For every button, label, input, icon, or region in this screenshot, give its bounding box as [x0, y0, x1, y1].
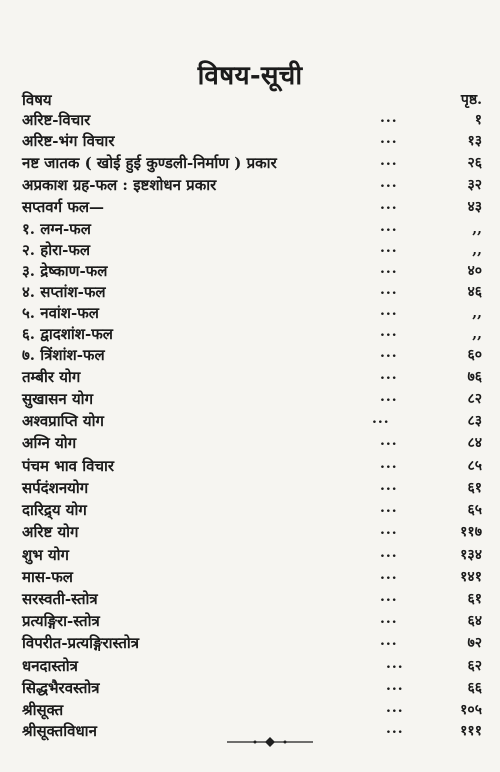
toc-entry-page: ६४ — [467, 613, 482, 629]
toc-entry-dots: ... — [380, 261, 398, 277]
toc-entry — [0, 479, 500, 501]
toc-entry-page: ४० — [467, 263, 482, 279]
toc-entry — [0, 111, 500, 133]
toc-entry-label: अश्वप्राप्ति योग — [22, 412, 104, 430]
toc-entry-dots: ... — [380, 345, 398, 361]
toc-entry-dots: ... — [380, 478, 398, 494]
toc-entry-page: ६६ — [467, 680, 482, 696]
toc-entry — [0, 434, 500, 456]
page-title: विषय-सूची — [197, 61, 303, 91]
toc-entry-dots: ... — [380, 324, 398, 340]
toc-entry-page: ,, — [472, 221, 482, 237]
toc-entry-label: सप्तवर्ग फल— — [22, 198, 105, 216]
toc-entry-page: ११७ — [460, 524, 482, 540]
toc-entry-dots: ... — [386, 678, 404, 694]
toc-entry-label: शुभ योग — [22, 546, 69, 564]
toc-entry-dots: ... — [380, 153, 398, 169]
toc-entry-dots: ... — [380, 456, 398, 472]
toc-entry-dots: ... — [380, 303, 398, 319]
toc-entry-page: १ — [474, 112, 482, 128]
toc-entry-dots: ... — [380, 500, 398, 516]
toc-header-page: पृष्ठ. — [460, 92, 482, 108]
toc-entry-dots: ... — [380, 589, 398, 605]
toc-entry-dots: ... — [380, 240, 398, 256]
toc-entry-label: अप्रकाश ग्रह-फल : इष्टशोधन प्रकार — [22, 176, 217, 194]
toc-entry — [0, 390, 500, 412]
toc-entry-label: पंचम भाव विचार — [22, 457, 114, 475]
toc-entry-page: २६ — [467, 155, 482, 171]
toc-entry-label: ५. नवांश-फल — [22, 304, 99, 322]
toc-entry — [0, 568, 500, 590]
toc-entry-dots: ... — [386, 656, 404, 672]
toc-entry-label: १. लग्न-फल — [22, 220, 91, 238]
toc-entry-dots: ... — [380, 282, 398, 298]
toc-entry-page: ३२ — [467, 177, 482, 193]
ornament-divider-icon — [225, 735, 315, 749]
toc-entry-page: १३४ — [460, 547, 482, 563]
toc-entry — [0, 657, 500, 679]
toc-entry-dots: ... — [380, 633, 398, 649]
toc-entry-dots: ... — [380, 522, 398, 538]
toc-entry-label: अग्नि योग — [22, 434, 77, 452]
toc-entry-page: ,, — [472, 242, 482, 258]
toc-header-subject: विषय — [22, 91, 52, 109]
toc-entry — [0, 241, 500, 263]
toc-entry-label: सरस्वती-स्तोत्र — [22, 590, 98, 608]
toc-entry-label: ३. द्रेष्काण-फल — [22, 262, 108, 280]
toc-entry-page: ८४ — [467, 435, 482, 451]
toc-entry — [0, 154, 500, 176]
toc-entry-dots: ... — [380, 131, 398, 147]
toc-entry-label: अरिष्ट योग — [22, 523, 79, 541]
toc-entry-dots: ... — [380, 175, 398, 191]
toc-entry-label: विपरीत-प्रत्यङ्गिरास्तोत्र — [22, 634, 140, 652]
toc-entry — [0, 368, 500, 390]
toc-entry — [0, 523, 500, 545]
toc-entry — [0, 346, 500, 368]
toc-entry — [0, 325, 500, 347]
toc-entry — [0, 612, 500, 634]
toc-entry-dots: ... — [380, 389, 398, 405]
toc-entry — [0, 304, 500, 326]
toc-entry-dots: ... — [386, 700, 404, 716]
toc-entry-page: ८२ — [467, 391, 482, 407]
toc-entry-label: मास-फल — [22, 568, 73, 586]
toc-entry — [0, 590, 500, 612]
toc-entry — [0, 412, 500, 434]
toc-entry — [0, 198, 500, 220]
toc-entry — [0, 283, 500, 305]
toc-entry-page: ७६ — [467, 369, 482, 385]
toc-entry-dots: ... — [380, 433, 398, 449]
toc-entry-label: अरिष्ट-विचार — [22, 111, 91, 129]
toc-entry — [0, 634, 500, 656]
toc-entry-page: १४१ — [460, 569, 482, 585]
toc-entry — [0, 132, 500, 154]
toc-entry-page: ६१ — [467, 591, 482, 607]
toc-entry-dots: ... — [380, 219, 398, 235]
toc-entry-page: ४३ — [467, 199, 482, 215]
toc-entry-page: १०५ — [460, 702, 482, 718]
toc-entry-label: तम्बीर योग — [22, 368, 81, 386]
toc-entry-label: सिद्धभैरवस्तोत्र — [22, 679, 100, 697]
toc-entry-label: २. होरा-फल — [22, 241, 91, 259]
toc-entry-dots: ... — [380, 110, 398, 126]
toc-entry-page: ७२ — [467, 635, 482, 651]
toc-entry-label: दारिद्र्य योग — [22, 501, 87, 519]
toc-entry-page: ६५ — [467, 502, 482, 518]
toc-entry-dots: ... — [380, 567, 398, 583]
toc-entry-label: सर्पदंशनयोग — [22, 479, 89, 497]
toc-entry-label: नष्ट जातक ( खोई हुई कुण्डली-निर्माण ) प्रकार — [22, 154, 277, 172]
toc-entry-dots: ... — [380, 611, 398, 627]
toc-entry — [0, 701, 500, 723]
toc-entry-page: ,, — [472, 326, 482, 342]
toc-entry-label: ६. द्वादशांश-फल — [22, 325, 113, 343]
toc-entry-dots: ... — [372, 411, 390, 427]
toc-entry-label: अरिष्ट-भंग विचार — [22, 132, 115, 150]
toc-entry — [0, 176, 500, 198]
toc-entry-label: ४. सप्तांश-फल — [22, 283, 106, 301]
toc-entry-page: ६१ — [467, 480, 482, 496]
toc-entry — [0, 501, 500, 523]
toc-entry-page: ८३ — [467, 413, 482, 429]
toc-header-row — [0, 91, 500, 113]
toc-entry-page: ६२ — [467, 658, 482, 674]
toc-entry — [0, 262, 500, 284]
toc-entry-dots: ... — [380, 367, 398, 383]
toc-entry — [0, 457, 500, 479]
toc-entry — [0, 546, 500, 568]
toc-entry-label: धनदास्तोत्र — [22, 657, 78, 675]
toc-entry-dots: ... — [386, 721, 404, 737]
toc-entry-page: ४६ — [467, 284, 482, 300]
toc-entry-label: ७. त्रिंशांश-फल — [22, 346, 105, 364]
toc-entry-page: १११ — [460, 723, 482, 739]
toc-entry — [0, 679, 500, 701]
toc-entry-page: ८५ — [467, 458, 482, 474]
toc-entry-page: १३ — [467, 133, 482, 149]
toc-entry-label: श्रीसूक्तविधान — [22, 722, 97, 740]
toc-entry-dots: ... — [380, 545, 398, 561]
toc-entry-label: श्रीसूक्त — [22, 701, 64, 719]
toc-entry-label: प्रत्यङ्गिरा-स्तोत्र — [22, 612, 100, 630]
toc-entry — [0, 220, 500, 242]
toc-entry-page: ६० — [467, 347, 482, 363]
toc-entry-dots: ... — [380, 197, 398, 213]
toc-entry-page: ,, — [472, 305, 482, 321]
toc-entry-label: सुखासन योग — [22, 390, 94, 408]
